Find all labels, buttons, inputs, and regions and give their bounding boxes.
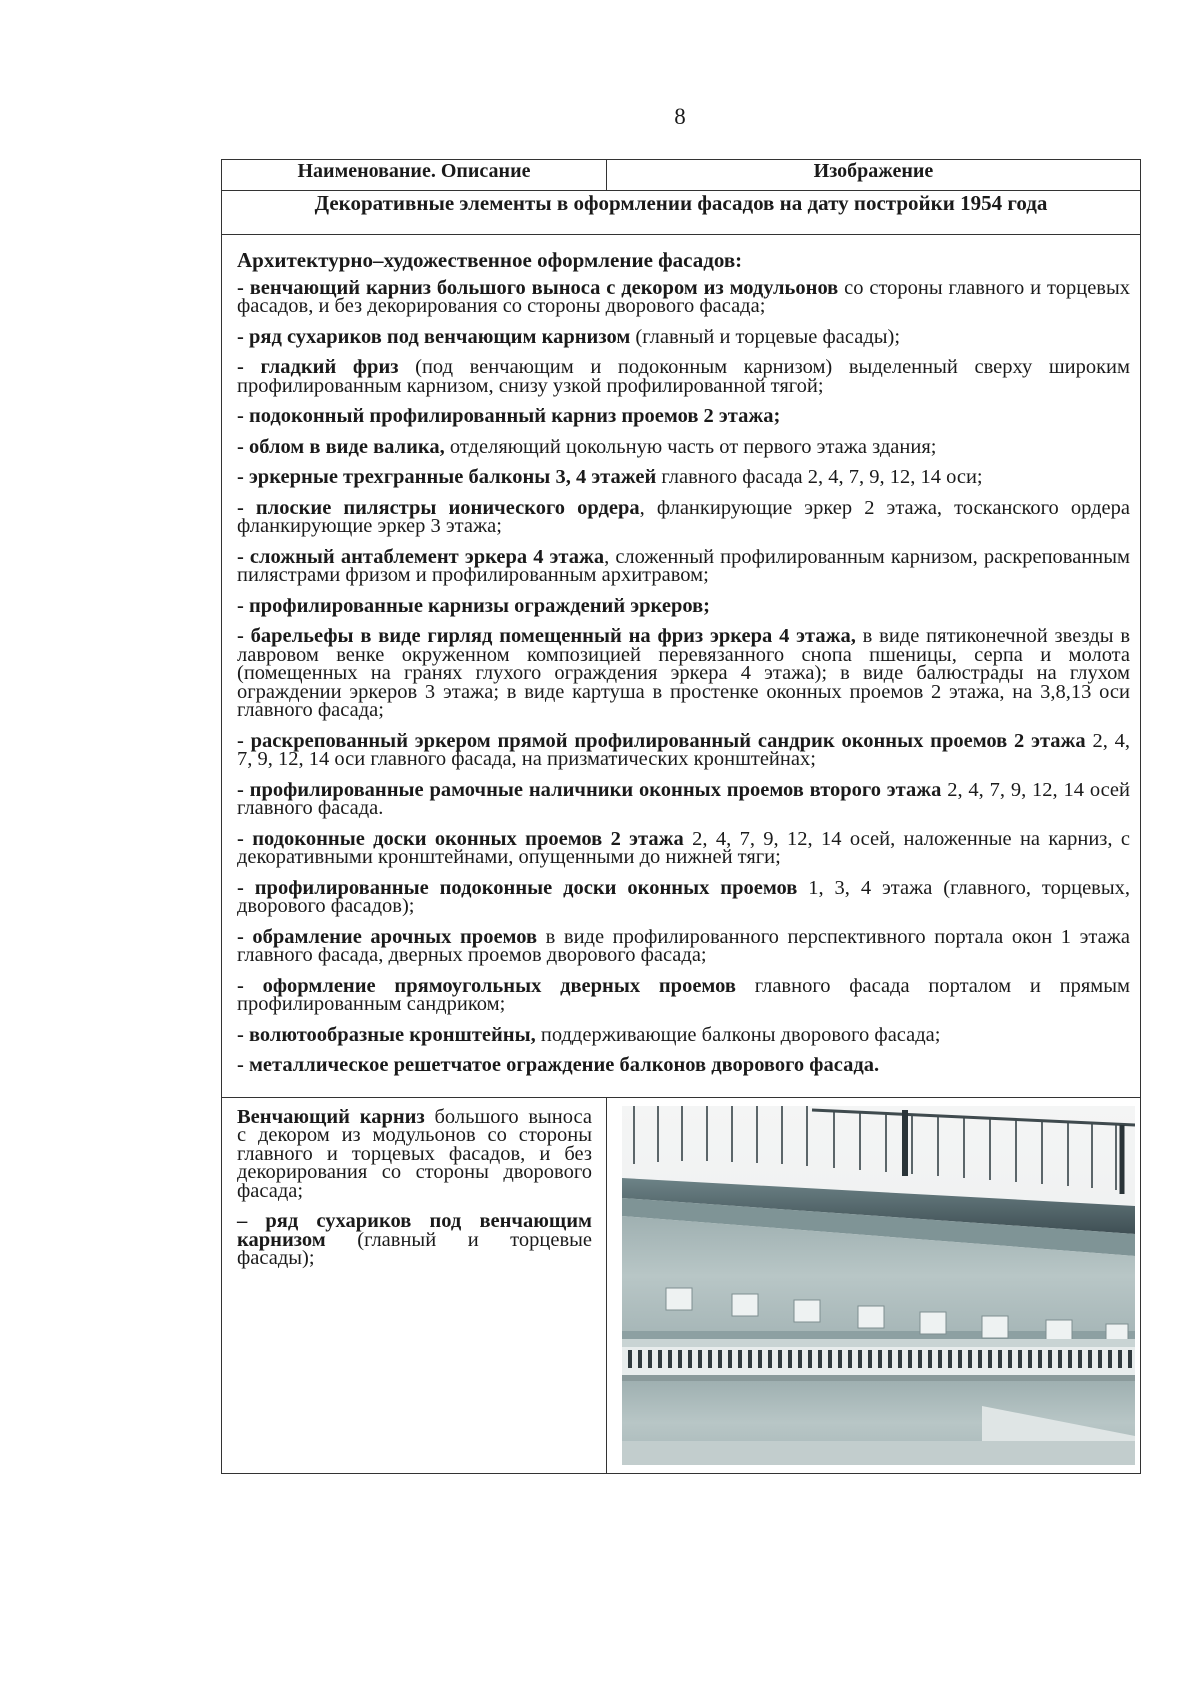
item-text: 2, 4, 7, 9, 12, 14 осей, наложенные на карниз, с декоративными кронштейнами, опущенными до нижней тяги; [237, 827, 1130, 868]
image-row-description [222, 1097, 607, 1473]
item-text: 1, 3, 4 этажа (главного, торцевых, дворового фасадов); [237, 876, 1130, 917]
description-table [221, 159, 1141, 1474]
item-text: (главный и торцевые фасады); [630, 325, 901, 348]
body-cell [222, 235, 1141, 1098]
table-header-row [222, 160, 1141, 191]
list-item [237, 1056, 1130, 1075]
body-title: Архитектурно–художественное оформление фасадов: [237, 248, 743, 272]
header-image: Изображение [607, 160, 1141, 191]
item-text: (под венчающим и подоконным карнизом) выделенный сверху широким профилированным карнизом, снизу узкой профилированной тягой; [237, 356, 1130, 397]
item-bold-text: - облом в виде валика, [237, 435, 445, 458]
photo-cell [607, 1097, 1141, 1473]
item-bold-text: - обрамление арочных проемов [237, 925, 538, 948]
description-paragraph [237, 1212, 592, 1268]
list-item [237, 729, 1130, 770]
item-bold-text: Венчающий карниз [237, 1105, 425, 1128]
item-bold-text: - плоские пилястры ионического ордера [237, 496, 640, 519]
row2-text [237, 1105, 592, 1269]
item-text: в виде пятиконечной звезды в лавровом венке окруженном композицией перевязанного снопа пшеницы, серпа и молота (помещенных на гранях глухого ограждения эркера 4 этажа); в виде балюстрады на глухом ограждении эркеров 3 этажа; в виде картуша в простенке оконных проемов 2 этажа, на 3,8,13 оси главного фасада; [237, 625, 1130, 721]
list-item [237, 925, 1130, 966]
list-item [237, 407, 1130, 426]
list-item [237, 468, 1130, 487]
item-bold-text: - ряд сухариков под венчающим карнизом [237, 325, 631, 348]
item-text: главного фасада порталом и прямым профилированным сандриком; [237, 974, 1130, 1015]
item-bold-text: - профилированные подоконные доски оконных проемов [237, 876, 798, 899]
item-bold-text: - раскрепованный эркером прямой профилированный сандрик оконных проемов 2 этажа [237, 729, 1086, 752]
item-bold-text: - подоконные доски оконных проемов 2 этажа [237, 827, 684, 850]
item-bold-text: - оформление прямоугольных дверных проемов [237, 974, 736, 997]
list-item [237, 778, 1130, 819]
item-text: поддерживающие балконы дворового фасада; [535, 1023, 941, 1046]
item-text: , фланкирующие эркер 2 этажа, тосканского ордера фланкирующие эркер 3 этажа; [237, 496, 1130, 537]
list-item [237, 496, 1130, 537]
header-name-description: Наименование. Описание [222, 160, 607, 191]
section-row [222, 191, 1141, 235]
list-item [237, 435, 1130, 458]
item-bold-text: - волютообразные кронштейны, [237, 1023, 536, 1046]
item-bold-text: - эркерные трехгранные балконы 3, 4 этажей [237, 466, 657, 488]
description-paragraph [237, 1105, 592, 1202]
cornice-photo [622, 1106, 1135, 1465]
section-title: Декоративные элементы в оформлении фасадов на дату постройки 1954 года [222, 191, 1141, 235]
item-bold-text: - подоконный профилированный карниз проемов 2 этажа; [237, 405, 781, 427]
item-text: со стороны главного и торцевых фасадов, и без декорирования со стороны дворового фасада; [237, 276, 1130, 317]
list-item [237, 827, 1130, 868]
list-item [237, 276, 1130, 317]
item-bold-text: - венчающий карниз большого выноса с декором из модульонов [237, 276, 839, 299]
list-item [237, 876, 1130, 917]
item-bold-text: - сложный антаблемент эркера 4 этажа [237, 545, 605, 568]
list-item [237, 627, 1130, 720]
page-number: 8 [674, 104, 686, 129]
list-item [237, 325, 1130, 348]
item-bold-text: - профилированные карнизы ограждений эркеров; [237, 594, 710, 617]
item-bold-text: - металлическое решетчатое ограждение балконов дворового фасада. [237, 1054, 880, 1076]
item-text: главного фасада 2, 4, 7, 9, 12, 14 оси; [656, 466, 983, 488]
items-list [237, 276, 1130, 1076]
item-text: большого выноса с декором из модульонов со стороны главного и торцевых фасадов, и без декорирования со стороны дворового фасада; [237, 1105, 592, 1202]
list-item [237, 545, 1130, 586]
image-row [222, 1097, 1141, 1473]
list-item [237, 594, 1130, 617]
item-text: (главный и торцевые фасады); [237, 1228, 592, 1269]
list-item [237, 1023, 1130, 1046]
item-text: , сложенный профилированным карнизом, раскрепованным пилястрами фризом и профилированным архитравом; [237, 545, 1130, 586]
body-row [222, 235, 1141, 1098]
list-item [237, 358, 1130, 395]
item-text: отделяющий цокольную часть от первого этажа здания; [444, 435, 937, 458]
item-bold-text: – ряд сухариков под венчающим карнизом [237, 1210, 592, 1251]
item-bold-text: - барельефы в виде гирляд помещенный на фриз эркера 4 этажа, [237, 625, 856, 647]
item-text: 2, 4, 7, 9, 12, 14 оси главного фасада, на призматических кронштейнах; [237, 729, 1130, 770]
item-bold-text: - гладкий фриз [237, 356, 399, 378]
item-text: 2, 4, 7, 9, 12, 14 осей главного фасада. [237, 778, 1130, 819]
item-bold-text: - профилированные рамочные наличники оконных проемов второго этажа [237, 778, 942, 801]
item-text: в виде профилированного перспективного портала окон 1 этажа главного фасада, дверных проемов дворового фасада; [237, 925, 1130, 966]
list-item [237, 974, 1130, 1015]
